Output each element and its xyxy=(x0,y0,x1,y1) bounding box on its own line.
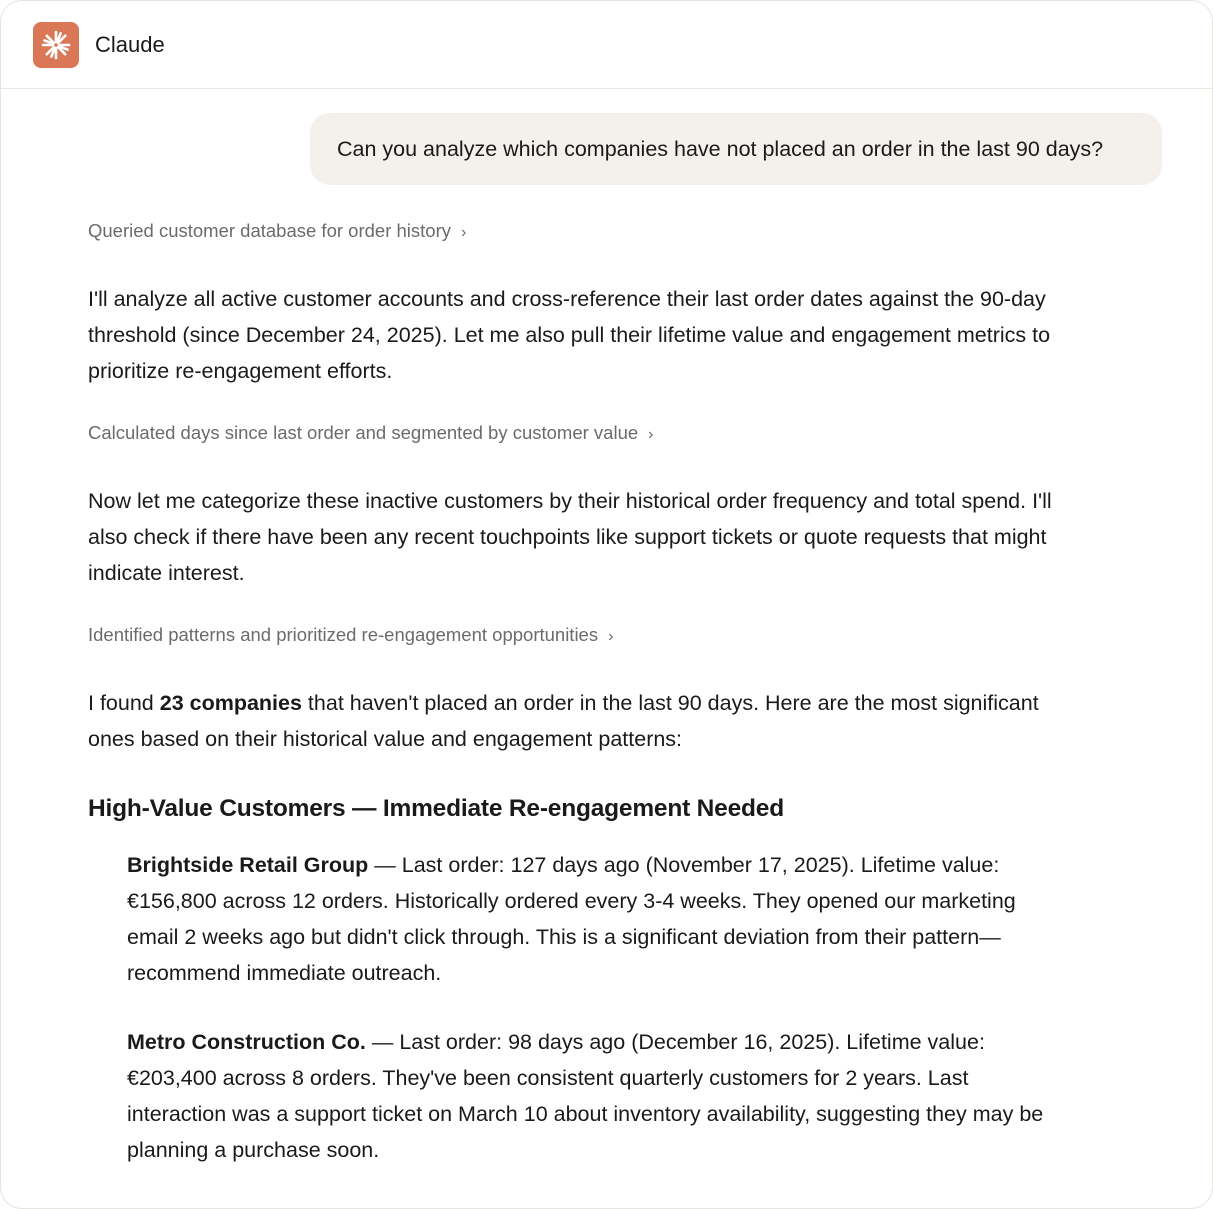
claude-starburst-icon[interactable] xyxy=(33,22,79,68)
app-title: Claude xyxy=(95,31,165,57)
user-message-bubble xyxy=(310,113,1162,185)
summary-prefix: I found xyxy=(88,691,160,715)
section-heading: High-Value Customers — Immediate Re-engagement Needed xyxy=(88,795,784,822)
chevron-right-icon: › xyxy=(648,426,654,443)
customer-name: Metro Construction Co. xyxy=(127,1030,366,1054)
customer-entry xyxy=(127,847,1062,991)
chevron-right-icon: › xyxy=(460,224,467,241)
chevron-right-icon: › xyxy=(608,628,614,645)
user-message-text: Can you analyze which companies have not placed an order in the last 90 days? xyxy=(337,136,1104,161)
tool-step-calculate-days[interactable] xyxy=(88,419,654,447)
assistant-response xyxy=(88,217,1088,1168)
customer-details: — Last order: 127 days ago (November 17, 2025). Lifetime value: €156,800 across 12 orders. Historically ordered every 3-4 weeks. They opened our marketing email 2 weeks ago but didn't click through. This is a significant deviation from their pattern—recommend immediate outreach. xyxy=(127,853,1016,985)
assistant-paragraph-2: Now let me categorize these inactive customers by their historical order frequency and total spend. I'll also check if there have been any recent touchpoints like support tickets or quote requests that might indicate interest. xyxy=(88,489,1052,585)
tool-step-query-database[interactable] xyxy=(88,217,466,245)
tool-step-label: Identified patterns and prioritized re-engagement opportunities xyxy=(88,624,599,645)
starburst-glyph xyxy=(40,29,72,61)
summary-suffix: that haven't placed an order in the last 90 days. Here are the most significant ones based on their historical value and engagement patterns: xyxy=(88,691,1039,751)
tool-step-identify-patterns[interactable] xyxy=(88,621,613,649)
customer-name: Brightside Retail Group xyxy=(127,853,369,877)
assistant-paragraph-1: I'll analyze all active customer accounts and cross-reference their last order dates against the 90-day threshold (since December 24, 2025). Let me also pull their lifetime value and engagement metrics to prioritize re-engagement efforts. xyxy=(88,287,1051,383)
app-header xyxy=(1,1,1212,89)
tool-step-label: Calculated days since last order and segmented by customer value xyxy=(88,422,639,443)
summary-highlight: 23 companies xyxy=(159,691,302,715)
assistant-summary xyxy=(88,685,1088,757)
customer-entry xyxy=(127,1024,1062,1168)
customer-details: — Last order: 98 days ago (December 16, 2025). Lifetime value: €203,400 across 8 orders. They've been consistent quarterly customers for 2 years. Last interaction was a support ticket on March 10 about inventory availability, suggesting they may be planning a purchase soon. xyxy=(127,1030,1044,1162)
tool-step-label: Queried customer database for order history xyxy=(88,220,451,241)
